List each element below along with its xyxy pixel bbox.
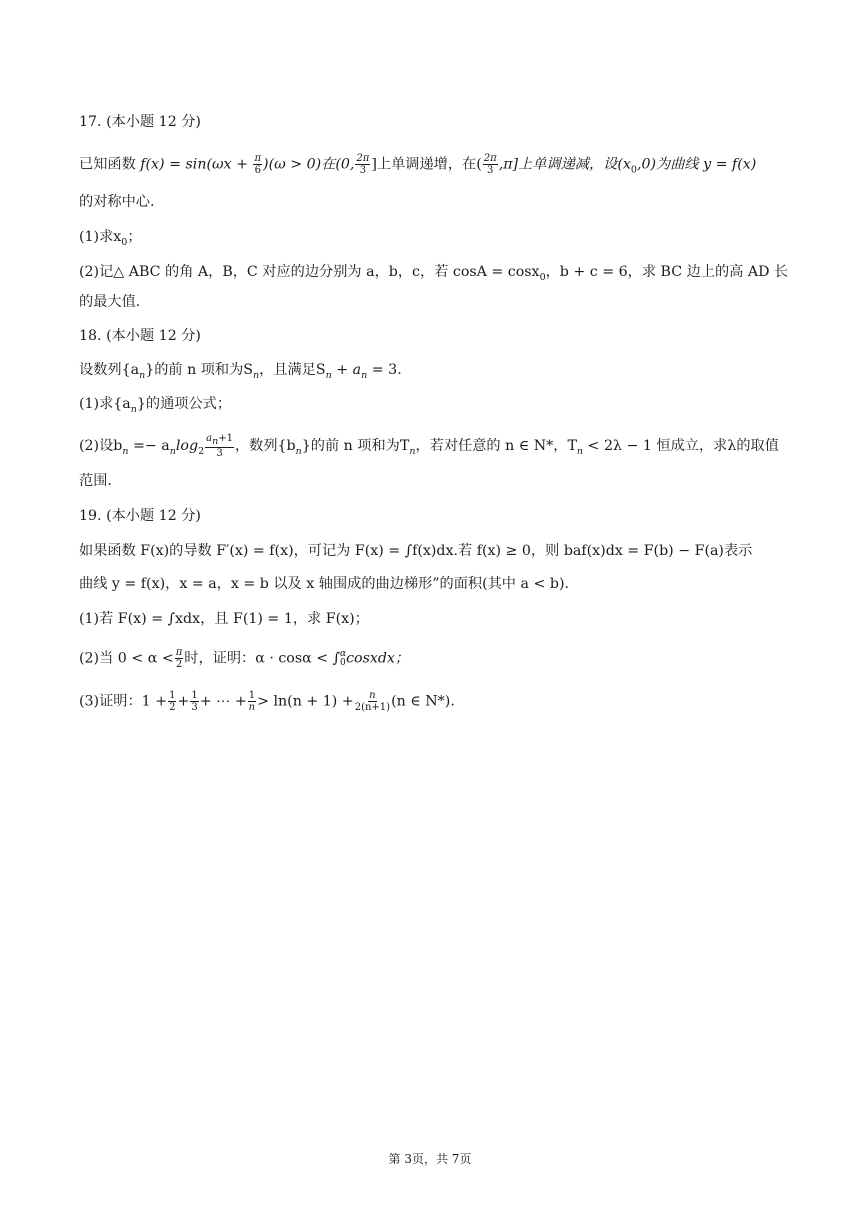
q19-part3: (3)证明：1 + $\frac{1}{2}$ + $\frac{1}{3}$ + ⋯ + $\frac{1}{n}$ > ln(n + 1) + $\frac{n}{2(n+1)}$ (n ∈ N*). (79, 690, 455, 713)
q19-statement-line1: 如果函数 F(x)的导数 F′(x) = f(x)，可记为 F(x) = ∫f(x)dx.若 f(x) ≥ 0，则 baf(x)dx = F(b) − F(a)表示 (79, 543, 753, 559)
q18-part2-line1: (2)设$b_n =- a_n\log_2$ $\frac{a_n+1}{3}$ ，数列$\{b_n\}$的前 n 项和为$T_n$，若对任意的 n ∈ N*，$T_n < 2\lambda - 1$ 恒成立，求λ的取值 (79, 433, 779, 459)
q17-statement-line2: 的对称中心. (79, 194, 155, 210)
page-footer: 第 3页，共 7页 (388, 1152, 472, 1166)
q19-statement-line2: 曲线 y = f(x)，x = a，x = b 以及 x 轴围成的曲边梯形”的面积(其中 a < b). (79, 576, 569, 592)
q19-part2: (2)当 0 < α < $\frac{\pi}{2}$ 时，证明：α · cosα < ∫ α 0 cosxdx； (79, 647, 410, 670)
q18-part2-line2: 范围. (79, 473, 112, 489)
q17-part2-line2: 的最大值. (79, 294, 141, 310)
q18-title: 18. (本小题 12 分) (79, 328, 201, 344)
q18-part1: (1)求$\{a_n\}$的通项公式； (79, 396, 232, 415)
q17-title: 17. (本小题 12 分) (79, 114, 201, 130)
q19-title: 19. (本小题 12 分) (79, 508, 201, 524)
q17-statement-line1: 已知函数 f(x) = sin(ωx + $\frac{\pi}{6}$ )(ω > 0)在(0, $\frac{2\pi}{3}$ ]上单调递增，在( $\frac{2\pi}{3}$ ,π]上单调递减，设$(x_0,0)$为曲线 y = f(x) (79, 153, 757, 176)
q17-part2-line1: (2)记△ ABC 的角 A，B，C 对应的边分别为 a，b，c，若 cosA = cosx$_0$，b + c = 6，求 BC 边上的高 AD 长 (79, 264, 789, 283)
q17-part1: (1)求$x_0$； (79, 229, 142, 248)
q18-statement: 设数列$\{a_n\}$的前 n 项和为$S_n$，且满足$S_n + a_n = 3$. (79, 362, 402, 381)
q19-part1: (1)若 F(x) = ∫xdx，且 F(1) = 1，求 F(x)； (79, 611, 369, 627)
